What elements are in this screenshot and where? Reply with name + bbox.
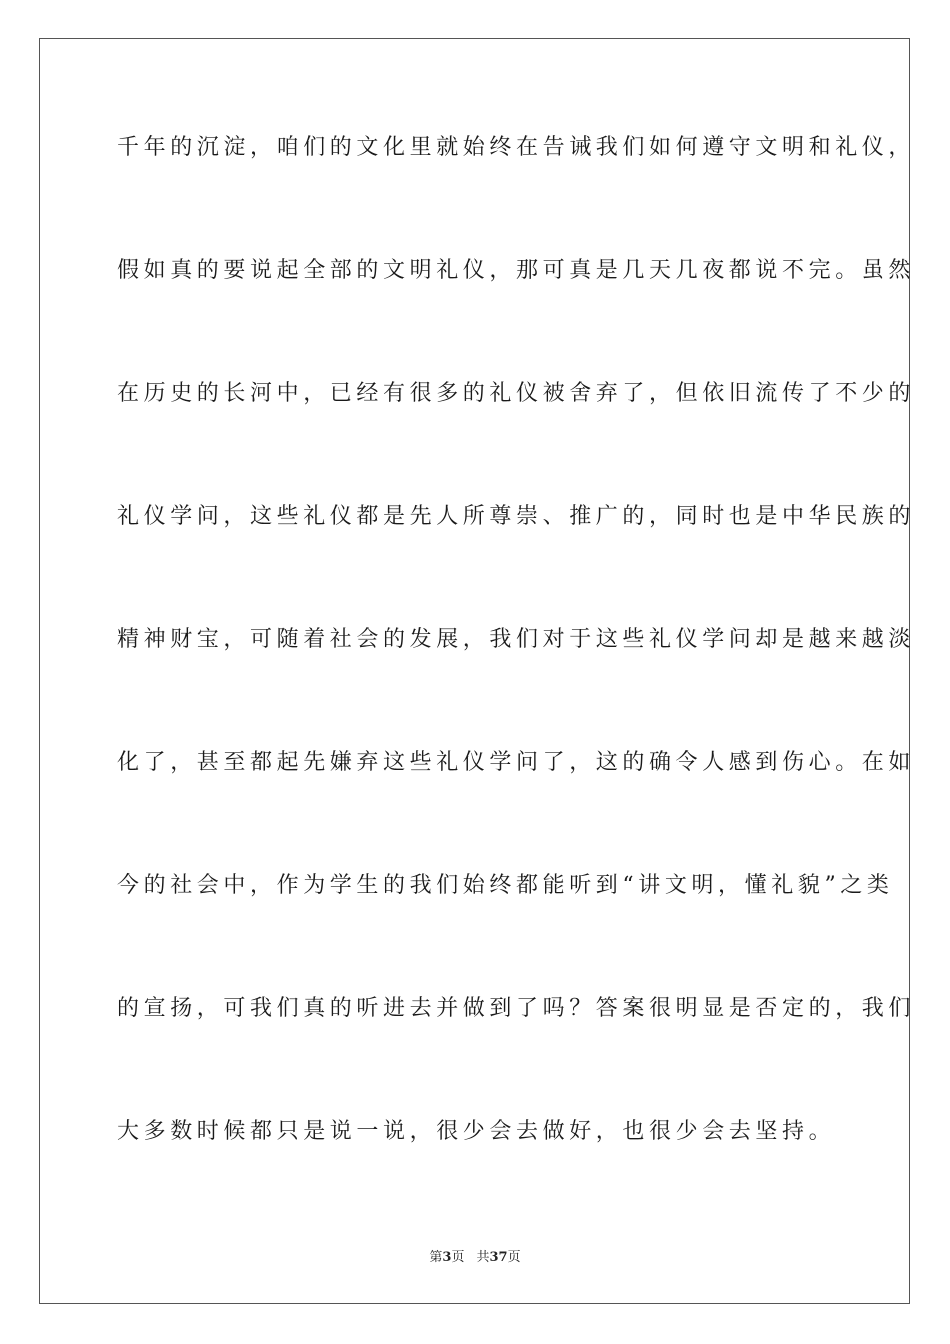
text-line-7: 今的社会中，作为学生的我们始终都能听到“讲文明，懂礼貌”之类 [117, 873, 894, 898]
total-suffix: 页 [507, 1250, 521, 1265]
text-line-5: 精神财宝，可随着社会的发展，我们对于这些礼仪学问却是越来越淡 [117, 627, 916, 652]
body-text [117, 108, 916, 1215]
page-suffix: 页 [451, 1250, 465, 1265]
text-line-9: 大多数时候都只是说一说，很少会去做好，也很少会去坚持。 [117, 1119, 836, 1144]
text-line-4: 礼仪学问，这些礼仪都是先人所尊崇、推广的，同时也是中华民族的 [117, 504, 916, 529]
text-line-1: 千年的沉淀，咱们的文化里就始终在告诫我们如何遵守文明和礼仪， [117, 135, 916, 160]
page-footer [0, 1246, 950, 1265]
page-prefix: 第 [429, 1250, 443, 1265]
page-number: 3 [442, 1250, 452, 1265]
total-pages: 37 [489, 1250, 508, 1265]
text-line-2: 假如真的要说起全部的文明礼仪，那可真是几天几夜都说不完。虽然 [117, 258, 916, 283]
total-prefix: 共 [476, 1250, 490, 1265]
text-line-6: 化了，甚至都起先嫌弃这些礼仪学问了，这的确令人感到伤心。在如 [117, 750, 916, 775]
text-line-3: 在历史的长河中，已经有很多的礼仪被舍弃了，但依旧流传了不少的 [117, 381, 916, 406]
text-line-8: 的宣扬，可我们真的听进去并做到了吗？答案很明显是否定的，我们 [117, 996, 916, 1021]
